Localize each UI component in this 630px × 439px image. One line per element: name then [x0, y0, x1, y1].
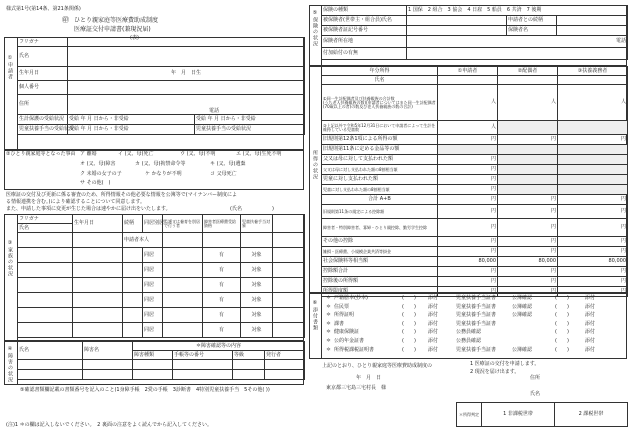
doc-added-right: 添付 — [585, 320, 596, 327]
doc-added-right: 添付 — [585, 295, 596, 301]
doc-added-left: 添付 — [428, 312, 439, 319]
doc-item-right: 児童扶養手当証書 — [456, 295, 497, 301]
disability-head: ＊障害確認等の内容 — [133, 342, 305, 351]
family-furigana-label: フリガナ — [18, 215, 73, 224]
table-row[interactable] — [18, 308, 73, 323]
omote-label: (表) — [130, 35, 139, 41]
doc-added-right: 添付 — [585, 303, 596, 310]
doc-item-left: 健康保険証 — [334, 329, 360, 336]
reason-option[interactable]: キ (父、母)遺棄 — [210, 161, 246, 167]
reason-option[interactable]: ク 未婚の女子の子 — [80, 171, 122, 177]
doc-check-right[interactable]: ( ) — [555, 295, 569, 301]
doc-item-right: 児童扶養手当証書 — [456, 312, 497, 319]
doc-item-left: 住民票 — [334, 303, 350, 310]
tax-table — [456, 402, 628, 427]
doc-check-right[interactable]: ( ) — [555, 338, 569, 344]
doc-check-left[interactable]: ( ) — [402, 312, 416, 319]
doc-check-left[interactable]: ( ) — [402, 295, 416, 301]
applicant-table — [17, 37, 305, 135]
doc-status-right: 公簿確認 — [512, 312, 533, 319]
family-support-label: 児童扶養手当対象 — [241, 215, 273, 233]
benefits-label: 付加給付の有無 — [322, 48, 407, 60]
income-year-label: 年分所得 — [322, 67, 438, 76]
birth-label: 生年月日 — [18, 67, 68, 81]
declaration-opt1[interactable]: 1 医療証の交付を申請します。 — [470, 361, 540, 367]
tax-label: ＊所得判定 — [457, 403, 482, 427]
doc-item-left: 戸籍謄本(抄本) — [334, 295, 368, 301]
family-name-label: 氏名 — [18, 224, 73, 233]
table-row[interactable] — [18, 293, 73, 308]
docs-section-label: ⑥添付書類 — [312, 300, 318, 331]
consent-text: る情報連携を含む。)により確認することについて同意します。 — [6, 199, 145, 205]
disability-type-label: 障害名 — [83, 342, 133, 360]
doc-added-right: 添付 — [585, 346, 596, 353]
doc-check-right[interactable]: ( ) — [555, 320, 569, 327]
phone-label: 電話 — [209, 108, 220, 114]
special-support-field[interactable]: 受給 年 月 日から・非受給 — [68, 125, 195, 135]
name-label: 氏名 — [18, 47, 68, 67]
consent-text: また、申請した事項に変更が生じた場合は速やかに届け出をいたします。 — [6, 206, 171, 212]
disability-name-label: 氏名 — [18, 342, 83, 360]
card-no-field[interactable] — [407, 26, 507, 36]
reason-option[interactable]: オ (父、母)障害 — [80, 161, 116, 167]
doc-mark: ＊ — [326, 320, 332, 327]
doc-item-left: 公的年金証書 — [334, 338, 365, 344]
doc-check-left[interactable]: ( ) — [402, 346, 416, 353]
doc-added-left: 添付 — [428, 303, 439, 310]
reason-option[interactable]: ウ (父、母)不明 — [180, 151, 216, 157]
insurance-table: 保険の種類 1 国保 2 組合 3 協会 4 日雇 5 船員 6 共済 7 後期 被保険者(世帯主・組合員)氏名 申請者との続柄 被保険者証記号番号 保険者名 保険者所在地 電話 付加給付の有無 — [321, 5, 628, 60]
tax-opt2[interactable]: 2 課税世帯 — [555, 403, 628, 427]
doc-mark: ＊ — [326, 346, 332, 353]
doc-item-left: 所得税課税証明書 — [334, 346, 375, 353]
reason-option[interactable]: コ 父母死亡 — [210, 171, 237, 177]
special-support-label: 児童扶養手当の受給状況 — [18, 125, 68, 135]
insurance-kind-label: 保険の種類 — [322, 6, 407, 16]
declaration-opt2[interactable]: 2 現況を届け出ます。 — [470, 369, 520, 375]
reason-option[interactable]: ア 離婚 — [80, 151, 97, 157]
reason-option[interactable]: サ その他( ) — [80, 180, 111, 186]
declaration-text: 上記のとおり、ひとり親家庭等医療費助成制度の — [322, 363, 433, 369]
benefits-field[interactable] — [407, 48, 628, 60]
insured-name-label: 被保険者(世帯主・組合員)氏名 — [322, 16, 407, 26]
insurer-addr-label: 保険者所在地 — [322, 36, 407, 48]
family-disability-label: 障害者医療費受給資格 — [203, 215, 241, 233]
name-field[interactable] — [68, 47, 305, 67]
table-row[interactable] — [18, 278, 73, 293]
consent-text: 医療証の交付及び更新に係る審査のため、所得情報その他必要な情報を公簿等で(マイナンバー制度によ — [6, 192, 238, 198]
furigana-label: フリガナ — [18, 38, 68, 47]
doc-check-right[interactable]: ( ) — [555, 346, 569, 353]
doc-check-right[interactable]: ( ) — [555, 312, 569, 319]
address-label: 住所 — [530, 375, 541, 381]
income-r1: ①同一生計配偶者及び扶養親族の合計数 (うち老人扶養親族の数)(申請者についてはまた同一生計配偶者(70歳以上の者)の数及び老人扶養親族の数の合計) — [322, 85, 438, 121]
doc-check-right[interactable]: ( ) — [555, 303, 569, 310]
form-title: ひとり親家庭等医療費助成制度 — [74, 17, 159, 24]
reason-option[interactable]: ケ かなりが不明 — [145, 171, 182, 177]
disability-table: 氏名 障害名 ＊障害確認等の内容 障害種類 手帳等の番号 等級 発行者 — [17, 341, 305, 380]
doc-added-right: 添付 — [585, 338, 596, 344]
family-dependent-label: 監護又は養育を別居で行う者 — [163, 215, 203, 233]
self-label: 申請者本人 — [123, 233, 163, 248]
insured-name-field[interactable] — [407, 16, 507, 26]
table-row[interactable] — [18, 233, 73, 248]
consent-signature[interactable]: (氏名 ) — [230, 206, 274, 212]
address-label: 住所 — [18, 95, 68, 115]
tax-opt1[interactable]: 1 非課税世帯 — [482, 403, 555, 427]
declaration-date[interactable]: 年 月 日 — [356, 375, 382, 381]
doc-status-right: 公簿確認 — [512, 303, 533, 310]
document-note: ⑤確認書類欄記載の書類番号を記入のこと(1身障手帳 2愛の手帳 3診断書 4特別児童扶養手当 5その他( )) — [20, 387, 270, 393]
family-section-label: ③家族の状況 — [7, 240, 13, 277]
doc-mark: ＊ — [326, 295, 332, 301]
income-table: 年分所得 ①申請者 ②配偶者 ③扶養義務者 氏名 ①同一生計配偶者及び扶養親族の合計数 (うち老人扶養親族の数)(申請者についてはまた同一生計配偶者(70歳以上の者)の数及び老人扶養親族の数の合計) 人 人 人 ③上記以外で令和5年12月31日において申請者によって生計を維持している児童数 人 旧規則第12条1項による所得の額 円 円 円 旧規則第11条に定める金品等の額 父又は母に対して支払われた額 円 父又は母に対し支払われた額の8割相当額 円 児童に対し支払われた額 円 児童に対し支払われた額の8割相当額 円 合計 A+B 円 円 円 旧規則第11条の規定による控除額 円 円 円 障害者・特別障害者、寡婦・ひとり親控除、勤労学生控除 円 円 円 その他の控除 円 円 円 雑損・医療費、小規模企業共済等掛金 円 円 円 社会保険料等相当額 80,000 80,000 80,000 控除額合計 円 円 円 控除後の所得額 円 円 円 所得限度額 円 円 円 — [321, 66, 628, 297]
table-row[interactable] — [18, 360, 83, 370]
signature-name-label: 氏名 — [530, 391, 541, 397]
doc-mark: ＊ — [326, 338, 332, 344]
doc-check-left[interactable]: ( ) — [402, 303, 416, 310]
table-row[interactable] — [18, 323, 73, 338]
child-support-label: 児童扶養手当の受給状況 — [195, 125, 305, 135]
form-subtitle: 医療証交付申請書(兼現況届) — [74, 26, 151, 33]
income-section-label: 所得の状況 — [312, 150, 318, 180]
family-birth-label: 生年月日 — [73, 215, 123, 233]
insurer-addr-field[interactable]: 電話 — [407, 36, 628, 48]
doc-mark: ＊ — [326, 303, 332, 310]
family-relation-label: 続柄 — [123, 215, 143, 233]
doc-added-right: 添付 — [585, 329, 596, 336]
doc-added-left: 添付 — [428, 295, 439, 301]
doc-item-right: 公務員確認 — [456, 338, 482, 344]
address-field[interactable] — [68, 95, 305, 115]
reason-label: ②ひとり親家庭等となった事由 — [6, 151, 76, 157]
insurance-section-label: ⑤保険の状況 — [312, 10, 318, 47]
card-no-label: 被保険者証記号番号 — [322, 26, 407, 36]
family-cohabit-label: 同居別居 — [143, 215, 163, 233]
doc-item-right: 児童扶養手当証書 — [456, 303, 497, 310]
table-row[interactable] — [18, 263, 73, 278]
doc-status-right: 公簿確認 — [512, 295, 533, 301]
reason-option[interactable]: エ (父、母)生死不明 — [236, 151, 282, 157]
insurance-kind-options[interactable]: 1 国保 2 組合 3 協会 4 日雇 5 船員 6 共済 7 後期 — [407, 6, 628, 16]
birth-field[interactable]: 年 月 日生 — [68, 67, 305, 81]
doc-check-left[interactable]: ( ) — [402, 329, 416, 336]
seal-icon: ㊞ — [62, 16, 69, 24]
doc-item-right: 児童扶養手当証書 — [456, 320, 497, 327]
reason-option[interactable]: カ (父、母)拘禁命令等 — [135, 161, 186, 167]
insurance-status-label: 生計保護の受給状況 — [18, 115, 68, 125]
doc-check-right[interactable]: ( ) — [555, 329, 569, 336]
addressee: 東京都三宅島三宅村長 様 — [326, 385, 387, 391]
doc-status-right: 公簿確認 — [512, 346, 533, 353]
child-support-field[interactable]: 受給 年 月 日から・非受給 — [195, 115, 305, 125]
doc-item-left: 課書 — [334, 320, 345, 327]
family-table: フリガナ 生年月日 続柄 同居別居 監護又は養育を別居で行う者 障害者医療費受給資格 児童扶養手当対象 氏名 申請者本人 同居 有 対象 同居 有 対象 同居 有 対象 同居 有 対象 同居 有 対象 同居 有 対象 — [17, 214, 305, 338]
doc-added-left: 添付 — [428, 346, 439, 353]
furigana-field[interactable] — [68, 35, 305, 47]
doc-added-left: 添付 — [428, 329, 439, 336]
doc-added-left: 添付 — [428, 338, 439, 344]
doc-item-right: 児童扶養手当証書 — [456, 346, 497, 353]
doc-item-left: 所得証明 — [334, 312, 355, 319]
personal-no-label: 個人番号 — [18, 81, 68, 95]
doc-mark: ＊ — [326, 312, 332, 319]
footnote: (注)1 ＊の欄は記入しないでください。 2 裏面の注意をよく読んでから記入してください。 — [6, 422, 212, 428]
doc-added-right: 添付 — [585, 312, 596, 319]
applicant-section-label: ①申請者 — [7, 55, 13, 80]
doc-mark: ＊ — [326, 329, 332, 336]
doc-check-left[interactable]: ( ) — [402, 320, 416, 327]
insurance-status-field[interactable]: 受給 年 月 日から・非受給 — [68, 115, 195, 125]
doc-item-right: 公務員確認 — [456, 329, 482, 336]
doc-check-left[interactable]: ( ) — [402, 338, 416, 344]
doc-added-left: 添付 — [428, 320, 439, 327]
disability-section-label: ④障害の状況 — [7, 346, 13, 383]
table-row[interactable] — [18, 370, 83, 380]
personal-no-field[interactable] — [68, 81, 305, 95]
form-number: 様式第1号(第14条、第21条関係) — [6, 6, 81, 12]
reason-option[interactable]: イ (父、母)死亡 — [118, 151, 154, 157]
table-row[interactable] — [18, 248, 73, 263]
